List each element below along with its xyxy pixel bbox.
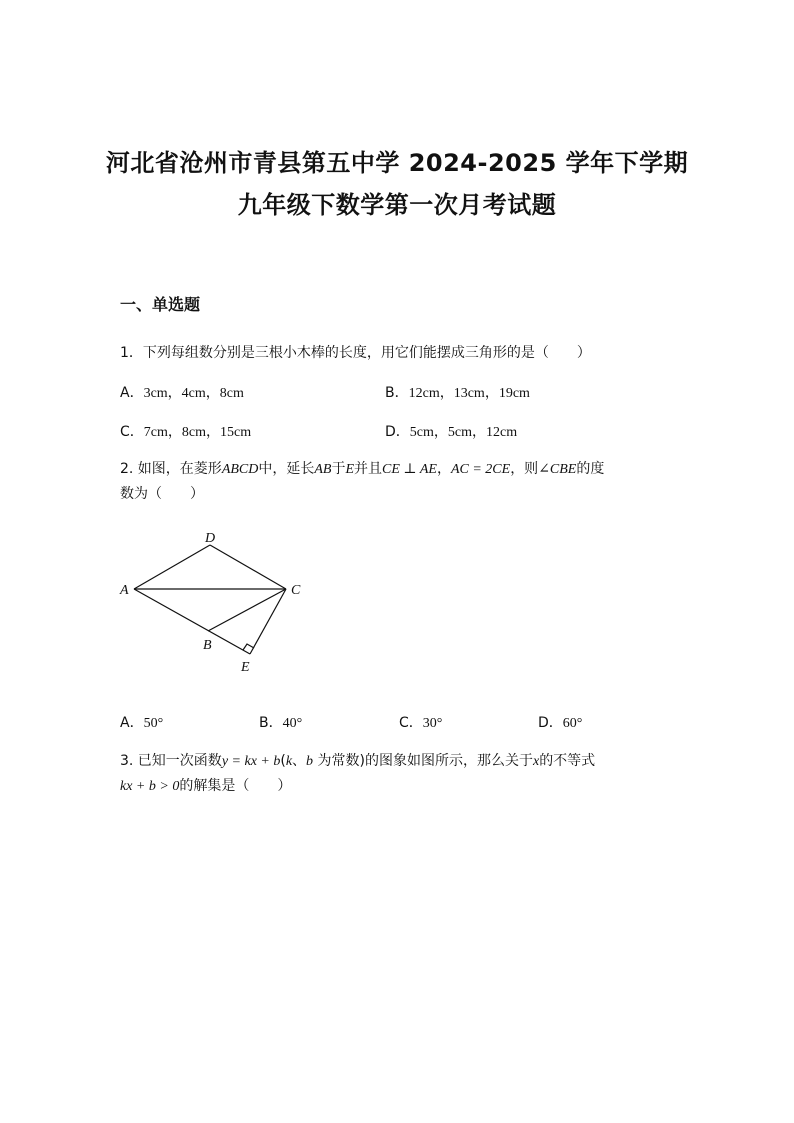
option-letter: D．	[538, 715, 563, 731]
option-text: 3cm，4cm，8cm	[143, 386, 244, 401]
question-1-stem: 1．下列每组数分别是三根小木棒的长度，用它们能摆成三角形的是（ ）	[120, 345, 591, 361]
text: ，则	[510, 461, 539, 477]
option-text: 5cm，5cm，12cm	[409, 425, 518, 440]
page-title-line-1: 河北省沧州市青县第五中学 2024-2025 学年下学期	[105, 149, 689, 177]
option-letter: C．	[120, 424, 144, 440]
question-1-option-c[interactable]	[120, 421, 251, 441]
math: ABCD	[221, 462, 259, 477]
math: AB	[314, 462, 332, 477]
question-1-option-b[interactable]	[385, 382, 530, 402]
question-2-stem-line-2: 数为（ ）	[120, 486, 204, 502]
text: 中，延长	[258, 461, 315, 477]
text: 的解集是（ ）	[179, 778, 292, 794]
math: b	[306, 754, 314, 769]
section-heading-single-choice: 一、单选题	[120, 295, 201, 314]
text: 并且	[354, 461, 383, 477]
math: E	[345, 462, 355, 477]
page-title-line-2: 九年级下数学第一次月考试题	[237, 191, 557, 219]
text: 3. 已知一次函数	[120, 753, 222, 769]
label-d: D	[205, 531, 216, 546]
label-c: C	[291, 583, 301, 598]
option-text: 50°	[143, 716, 164, 731]
text: 为常数)的图象如图所示，那么关于	[313, 753, 533, 769]
option-letter: A．	[120, 385, 144, 401]
text: 于	[331, 461, 346, 477]
question-2-option-b[interactable]	[259, 712, 302, 732]
option-text: 40°	[282, 716, 303, 731]
segment-dc	[210, 545, 286, 589]
math: AC = 2CE	[450, 462, 511, 477]
option-text: 60°	[562, 716, 583, 731]
segment-ad	[134, 545, 210, 589]
question-2-option-c[interactable]	[399, 712, 442, 732]
option-text: 12cm，13cm，19cm	[408, 386, 530, 401]
label-e: E	[241, 660, 250, 675]
math: x	[532, 754, 540, 769]
text: 、	[292, 753, 307, 769]
option-text: 7cm，8cm，15cm	[143, 425, 252, 440]
math: CE ⊥ AE	[382, 462, 437, 477]
label-a: A	[120, 583, 129, 598]
text: 的不等式	[539, 753, 596, 769]
text: 的度	[576, 461, 605, 477]
text: 2. 如图，在菱形	[120, 461, 222, 477]
label-b: B	[203, 638, 212, 653]
question-1-option-d[interactable]	[385, 421, 517, 441]
math: ∠CBE	[538, 462, 577, 477]
question-2-stem-line-1	[120, 458, 604, 478]
text: (	[280, 753, 286, 769]
math: k	[285, 754, 293, 769]
question-2-option-d[interactable]	[538, 712, 582, 732]
question-1-option-a[interactable]	[120, 382, 244, 402]
text: ，	[436, 461, 451, 477]
option-text: 30°	[422, 716, 443, 731]
math: y = kx + b	[221, 754, 281, 769]
option-letter: A．	[120, 715, 144, 731]
segment-ae	[134, 589, 250, 654]
option-letter: C．	[399, 715, 423, 731]
option-letter: D．	[385, 424, 410, 440]
question-2-option-a[interactable]	[120, 712, 163, 732]
question-3-stem-line-1	[120, 750, 595, 770]
rhombus-figure	[110, 520, 330, 680]
option-letter: B．	[385, 385, 409, 401]
math: kx + b > 0	[120, 779, 180, 794]
question-3-stem-line-2	[120, 775, 291, 795]
option-letter: B．	[259, 715, 283, 731]
